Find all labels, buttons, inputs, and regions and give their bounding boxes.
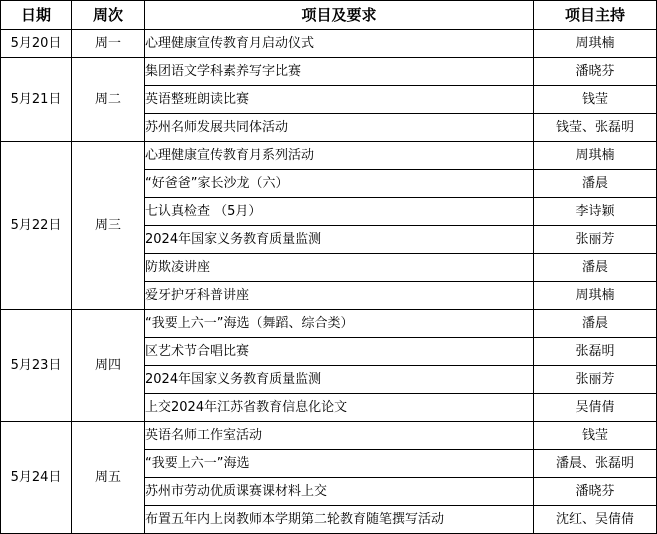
table-row	[1, 58, 657, 86]
host-cell: 沈红、吴倩倩	[534, 506, 657, 534]
date-cell: 5月21日	[1, 58, 72, 142]
host-cell: 潘晨	[534, 254, 657, 282]
host-cell: 张丽芳	[534, 226, 657, 254]
host-cell: 张磊明	[534, 338, 657, 366]
item-cell: 区艺术节合唱比赛	[145, 338, 534, 366]
date-cell: 5月24日	[1, 422, 72, 534]
host-cell: 潘晓芬	[534, 58, 657, 86]
date-cell: 5月22日	[1, 142, 72, 310]
host-cell: 李诗颖	[534, 198, 657, 226]
weekday-cell: 周二	[72, 58, 145, 142]
table-row	[1, 310, 657, 338]
item-cell: 布置五年内上岗教师本学期第二轮教育随笔撰写活动	[145, 506, 534, 534]
item-cell: “我要上六一”海选（舞蹈、综合类）	[145, 310, 534, 338]
date-cell: 5月20日	[1, 30, 72, 58]
item-cell: 苏州市劳动优质课赛课材料上交	[145, 478, 534, 506]
host-cell: 钱莹	[534, 86, 657, 114]
host-cell: 钱莹、张磊明	[534, 114, 657, 142]
table-row	[1, 30, 657, 58]
host-cell: 潘晓芬	[534, 478, 657, 506]
item-cell: 英语整班朗读比赛	[145, 86, 534, 114]
item-cell: 2024年国家义务教育质量监测	[145, 226, 534, 254]
item-cell: 上交2024年江苏省教育信息化论文	[145, 394, 534, 422]
item-cell: 苏州名师发展共同体活动	[145, 114, 534, 142]
table-row	[1, 422, 657, 450]
host-cell: 潘晨、张磊明	[534, 450, 657, 478]
host-cell: 钱莹	[534, 422, 657, 450]
item-cell: 防欺凌讲座	[145, 254, 534, 282]
host-cell: 潘晨	[534, 310, 657, 338]
item-cell: 心理健康宣传教育月启动仪式	[145, 30, 534, 58]
weekday-cell: 周五	[72, 422, 145, 534]
host-cell: 周琪楠	[534, 282, 657, 310]
item-cell: 七认真检查 （5月）	[145, 198, 534, 226]
host-cell: 潘晨	[534, 170, 657, 198]
item-cell: 2024年国家义务教育质量监测	[145, 366, 534, 394]
weekday-cell: 周一	[72, 30, 145, 58]
header-item: 项目及要求	[145, 1, 534, 30]
header-weekday: 周次	[72, 1, 145, 30]
header-row	[1, 1, 657, 30]
host-cell: 周琪楠	[534, 30, 657, 58]
weekday-cell: 周三	[72, 142, 145, 310]
host-cell: 周琪楠	[534, 142, 657, 170]
item-cell: “好爸爸”家长沙龙（六）	[145, 170, 534, 198]
date-cell: 5月23日	[1, 310, 72, 422]
host-cell: 吴倩倩	[534, 394, 657, 422]
table-row	[1, 142, 657, 170]
header-date: 日期	[1, 1, 72, 30]
item-cell: 心理健康宣传教育月系列活动	[145, 142, 534, 170]
item-cell: 集团语文学科素养写字比赛	[145, 58, 534, 86]
item-cell: 英语名师工作室活动	[145, 422, 534, 450]
header-host: 项目主持	[534, 1, 657, 30]
weekday-cell: 周四	[72, 310, 145, 422]
host-cell: 张丽芳	[534, 366, 657, 394]
item-cell: 爱牙护牙科普讲座	[145, 282, 534, 310]
item-cell: “我要上六一”海选	[145, 450, 534, 478]
